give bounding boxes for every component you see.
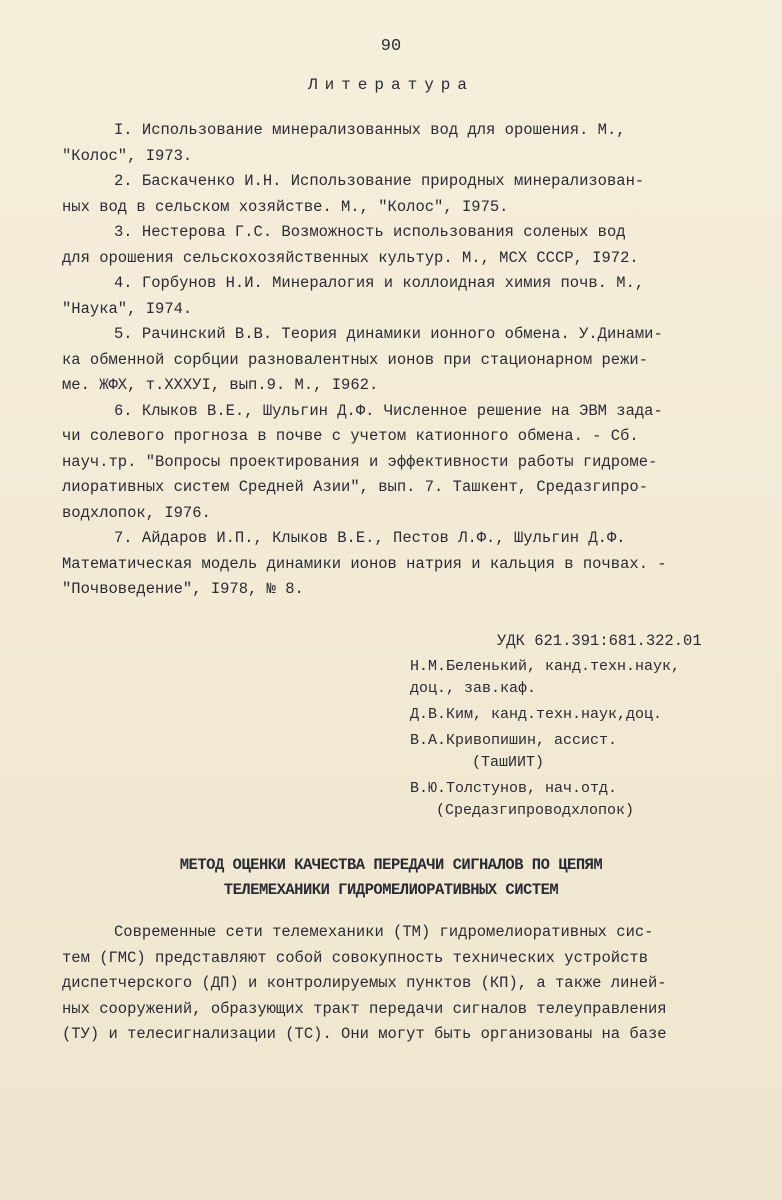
reference-item: 4. Горбунов Н.И. Минералогия и коллоидная химия почв. М., "Наука", I974. [62,274,645,318]
reference-item: 5. Рачинский В.В. Теория динамики ионного обмена. У.Динами- ка обменной сорбции разновалентных ионов при стационарном режи- ме. ЖФХ, т.XXXУI, вып.9. М., I962. [62,325,663,394]
reference-item: 2. Баскаченко И.Н. Использование природных минерализован- ных вод в сельском хозяйстве. М., "Колос", I975. [62,172,645,216]
references-list [62,118,742,603]
author-line: Д.В.Ким, канд.техн.наук,доц. [410,706,663,723]
reference-item: 7. Айдаров И.П., Клыков В.Е., Пестов Л.Ф., Шульгин Д.Ф. Математическая модель динамики ионов натрия и кальция в почвах. - "Почвоведение", I978, № 8. [62,529,667,598]
udc-code: УДК 621.391:681.322.01 [497,632,702,650]
affiliation-line: (Средазгипроводхлопок) [436,802,635,819]
author-line: В.Ю.Толстунов, нач.отд. [410,780,618,797]
reference-item: I. Использование минерализованных вод для орошения. М., "Колос", I973. [62,121,626,165]
author-line: Н.М.Беленький, канд.техн.наук, [410,658,681,675]
title-line: ТЕЛЕМЕХАНИКИ ГИДРОМЕЛИОРАТИВНЫХ СИСТЕМ [223,881,559,899]
title-line: МЕТОД ОЦЕНКИ КАЧЕСТВА ПЕРЕДАЧИ СИГНАЛОВ ПО ЦЕПЯМ [179,856,603,874]
affiliation-line: (ТашИИТ) [472,754,545,771]
reference-item: 3. Нестерова Г.С. Возможность использования соленых вод для орошения сельскохозяйственных культур. М., МСХ СССР, I972. [62,223,639,267]
reference-item: 6. Клыков В.Е., Шульгин Д.Ф. Численное решение на ЭВМ зада- чи солевого прогноза в почве с учетом катионного обмена. - Сб. науч.тр. "Вопросы проектирования и эффективности работы гидроме- лиоративных систем Средней Азии", вып. 7. Ташкент, Средазгипро- водхлопок, I976. [62,401,663,522]
article-title [0,853,782,903]
author-line: В.А.Кривопишин, ассист. [410,732,618,749]
author-line: доц., зав.каф. [410,680,537,697]
page-number: 90 [380,37,402,56]
body-paragraph: Современные сети телемеханики (ТМ) гидромелиоративных сис- тем (ГМС) представляют собой совокупность технических устройств диспетчерского (ДП) и контролируемых пунктов (КП), а также линей- ных сооружений, образующих тракт передачи сигналов телеуправления (ТУ) и телесигнализации (ТС). Они могут быть организованы на базе [62,923,667,1043]
references-heading: Литература [307,76,474,94]
article-body [62,920,742,1048]
authors-block [410,657,750,823]
